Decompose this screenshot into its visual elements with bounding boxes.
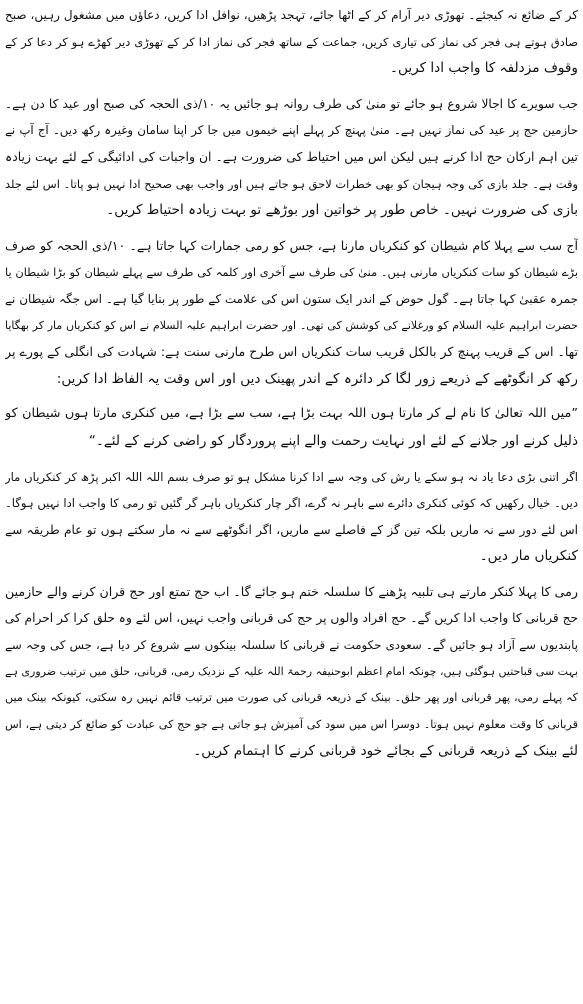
text-line: اس لئے دور سے نہ ماریں بلکہ تین گز کے فاصلے سے ماریں، اگر انگوٹھے سے نہ مار سکتے ہوں تو عام طریقہ سے — [5, 522, 578, 537]
paragraph-mina-departure — [5, 91, 578, 224]
text-line: آج سب سے پہلا کام شیطان کو کنکریاں مارنا ہے، جس کو رمی جمارات کہا جاتا ہے۔ ۱۰/ذی الحجہ کو صرف — [5, 237, 578, 253]
text-line: قربانی کا وقت معلوم نہیں ہوتا۔ دوسرا اس میں سود کی آمیزش ہو جاتی ہے جو حج کی عبادت کو ضائع کر دیتی ہے، اس — [5, 717, 578, 731]
text-line: رکھ کر انگوٹھے کے ذریعے زور لگا کر دائرہ کے اندر پھینک دیں اور اس وقت یہ الفاظ ادا کریں: — [56, 370, 578, 387]
text-line: حج قربانی کا واجب ادا کریں گے۔ حج افراد والوں پر حج کی قربانی واجب نہیں، اس لئے وہ حلق کرا کر احرام کی — [5, 611, 578, 626]
text-line: اگر اتنی بڑی دعا یاد نہ ہو سکے یا رش کی وجہ سے ادا کرنا مشکل ہو تو صرف بسم اللہ اللہ اکبر پڑھ کر کنکریاں مار — [5, 469, 578, 484]
text-line: دیں۔ خیال رکھیں کہ کوئی کنکری دائرے سے باہر نہ گرے، اگر چار کنکریاں باہر گر گئیں تو رمی کا واجب ادا نہیں ہوگا۔ — [5, 496, 578, 511]
text-line: صادق ہوتے ہی فجر کی نماز کی تیاری کریں، جماعت کے ساتھ فجر کی نماز ادا کر کے تھوڑی دیر کھڑے ہو کر دعا کر کے — [5, 34, 578, 49]
text-line: حضرت ابراہیم علیہ السلام کو ورغلانے کی کوشش کی تھی۔ اور حضرت ابراہیم علیہ السلام نے اس کو کنکریاں مار کر بھگایا — [5, 318, 578, 332]
paragraph-rami — [5, 233, 578, 393]
text-line: بہت سی قباحتیں ہوگئی ہیں، چونکہ امام اعظم ابوحنیفہ رحمۃ اللہ علیہ کے نزدیک رمی، قربانی، حلق میں ترتیب ضروری ہے — [5, 664, 578, 678]
text-line: وقوف مزدلفہ کا واجب ادا کریں۔ — [390, 60, 578, 77]
text-line: کر کے ضائع نہ کیجئے۔ تھوڑی دیر آرام کر کے اٹھا جائے، تہجد پڑھیں، نوافل ادا کریں، دعاؤں میں مشغول رہیں، صبح — [5, 8, 578, 22]
text-line: ”میں اللہ تعالیٰ کا نام لے کر مارتا ہوں اللہ بہت بڑا ہے، سب سے بڑا ہے، میں کنکری مارتا ہوں شیطان کو — [5, 406, 578, 422]
text-line: جب سویرے کا اجالا شروع ہو جائے تو منیٰ کی طرف روانہ ہو جائیں یہ ۱۰/ذی الحجہ کی صبح اور عید کا دن ہے۔ — [5, 96, 578, 111]
text-line: پابندیوں سے آزاد ہو جائیں گے۔ سعودی حکومت نے قربانی کا سلسلہ بینکوں سے شروع کر دیا ہے، جس کی وجہ سے — [5, 638, 578, 653]
text-line: تھا۔ اس کے قریب پہنچ کر بالکل قریب سات کنکریاں اس طرح مارنی سنت ہے: شہادت کی انگلی کے پورے پر — [5, 344, 578, 360]
text-line: حازمین حج پر عید کی نماز نہیں ہے۔ منیٰ پہنچ کر پہلے اپنے خیموں میں جا کر اپنا سامان وغیرہ رکھ دیں۔ آج آپ نے — [5, 123, 578, 138]
text-line: وقت ہے۔ جلد بازی کی وجہ ہیجان کو بھی خطرات لاحق ہو جاتے ہیں اور واجب بھی صحیح ادا نہیں ہو پاتا۔ اس لئے جلد — [5, 176, 578, 191]
text-line: جمرہ عقبیٰ کہا جاتا ہے۔ گول حوض کے اندر ایک ستون اس کی علامت کے طور پر بنایا گیا ہے۔ اس جگہ شیطان نے — [5, 291, 578, 306]
text-line: لئے بینک کے ذریعہ قربانی کے بجائے خود قربانی کرنے کا اہتمام کریں۔ — [193, 743, 578, 760]
text-line: بازی کی ضرورت نہیں۔ خاص طور پر خواتین اور بوڑھے تو بہت زیادہ احتیاط کریں۔ — [106, 202, 578, 219]
paragraph-dua-quote — [5, 401, 578, 454]
paragraph-rami-instructions — [5, 464, 578, 570]
text-line: کنکریاں مار دیں۔ — [479, 548, 578, 565]
text-line: کہ پہلے رمی، پھر قربانی اور پھر حلق۔ بینک کے ذریعہ قربانی کی صورت میں ترتیب قائم نہیں رہ سکتی، کیونکہ بینک میں — [5, 691, 578, 705]
paragraph-qurbani — [5, 579, 578, 765]
text-line: رمی کا پہلا کنکر مارتے ہی تلبیہ پڑھنے کا سلسلہ ختم ہو جائے گا۔ اب حج تمتع اور حج قران کرنے والے حازمین — [5, 583, 578, 599]
text-line: تین اہم ارکان حج ادا کرنے ہیں لیکن اس میں احتیاط کی ضرورت ہے۔ ان واجبات کی ادائیگی کے لئے بہت زیادہ — [5, 148, 578, 164]
paragraph-muzdalifah — [5, 2, 578, 82]
text-line: ذلیل کرنے اور جلانے کے لئے اور نہایت رحمت والے اپنے پروردگار کو راضی کرنے کے لئے۔“ — [88, 432, 578, 449]
text-line: بڑے شیطان کو سات کنکریاں مارنی ہیں۔ منیٰ کی طرف سے آخری اور کلمہ کی طرف سے پہلے شیطان کو بڑا شیطان یا — [5, 265, 578, 280]
